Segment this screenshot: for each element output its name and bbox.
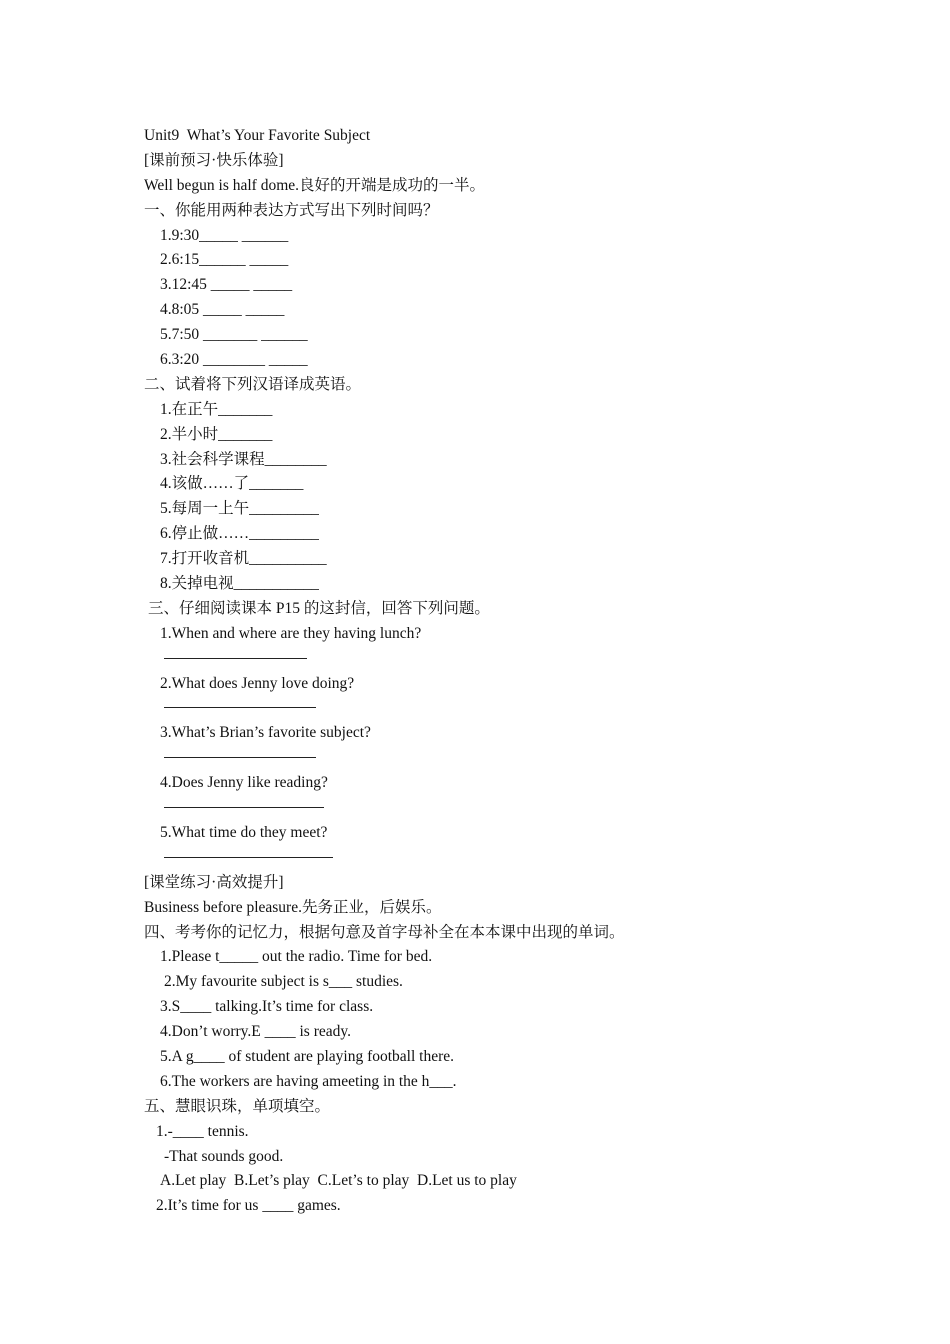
part2-item: 1.在正午_______: [160, 400, 273, 418]
document-title: Unit9 What’s Your Favorite Subject: [144, 127, 371, 144]
part5-question: 2.It’s time for us ____ games.: [156, 1197, 341, 1215]
part3-question: 4.Does Jenny like reading?: [160, 774, 328, 792]
part1-item: 3.12:45 _____ _____: [160, 276, 293, 294]
part5-question: 1.-____ tennis.: [156, 1122, 249, 1140]
motto-line: Business before pleasure.先务正业，后娱乐。: [144, 898, 442, 916]
part1-item: 4.8:05 _____ _____: [160, 301, 285, 319]
part4-heading: 四、考考你的记忆力，根据句意及首字母补全在本本课中出现的单词。: [144, 923, 625, 941]
motto-line: Well begun is half dome.良好的开端是成功的一半。: [144, 176, 486, 194]
worksheet-content: [144, 124, 844, 1219]
part2-item: 7.打开收音机__________: [160, 550, 327, 568]
part2-heading: 二、试着将下列汉语译成英语。: [144, 375, 362, 393]
part5-reply: -That sounds good.: [164, 1147, 284, 1165]
part1-item: 5.7:50 _______ ______: [160, 326, 308, 344]
part3-question: 5.What time do they meet?: [160, 823, 328, 841]
part1-item: 2.6:15______ _____: [160, 251, 289, 269]
part3-question: 1.When and where are they having lunch?: [160, 624, 422, 642]
answer-line: [144, 696, 844, 721]
part4-item: 5.A g____ of student are playing football there.: [160, 1047, 455, 1065]
part5-options: A.Let play B.Let’s play C.Let’s to play D.Let us to play: [160, 1172, 517, 1190]
part4-item: 3.S____ talking.It’s time for class.: [160, 998, 374, 1016]
part2-item: 4.该做……了_______: [160, 475, 304, 493]
part3-question: 2.What does Jenny love doing?: [160, 674, 355, 692]
part1-heading: 一、你能用两种表达方式写出下列时间吗？: [144, 201, 439, 219]
part3-heading: 三、仔细阅读课本 P15 的这封信，回答下列问题。: [148, 599, 490, 617]
part2-item: 6.停止做……_________: [160, 525, 319, 543]
answer-line: [144, 796, 844, 821]
part2-item: 3.社会科学课程________: [160, 450, 327, 468]
part2-item: 2.半小时_______: [160, 425, 273, 443]
answer-line: [144, 746, 844, 771]
part5-heading: 五、慧眼识珠，单项填空。: [144, 1097, 331, 1115]
part1-item: 1.9:30_____ ______: [160, 226, 289, 244]
part4-item: 4.Don’t worry.E ____ is ready.: [160, 1023, 351, 1041]
part2-item: 5.每周一上午_________: [160, 500, 319, 518]
part4-item: 6.The workers are having ameeting in the h___.: [160, 1072, 457, 1090]
section-heading-class: [课堂练习·高效提升]: [144, 873, 284, 891]
answer-line: [144, 647, 844, 672]
section-heading-preview: [课前预习·快乐体验]: [144, 151, 284, 169]
answer-line: [144, 846, 844, 871]
part3-question: 3.What’s Brian’s favorite subject?: [160, 724, 371, 742]
part4-item: 2.My favourite subject is s___ studies.: [164, 973, 403, 991]
part1-item: 6.3:20 ________ _____: [160, 351, 308, 369]
part2-item: 8.关掉电视___________: [160, 575, 319, 593]
part4-item: 1.Please t_____ out the radio. Time for bed.: [160, 948, 433, 966]
